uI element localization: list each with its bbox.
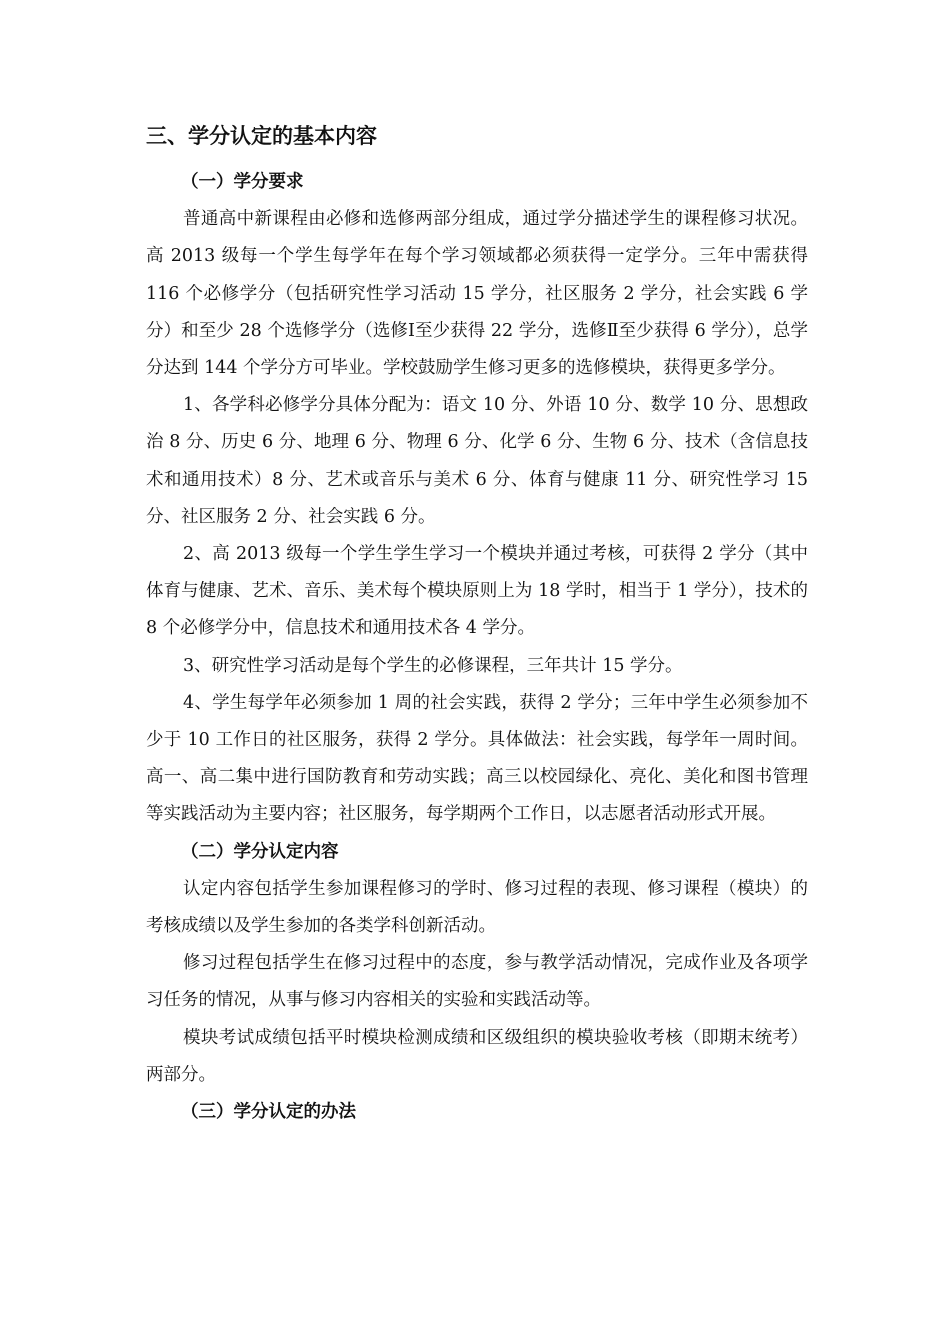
paragraph-required-credit-distribution: 1、各学科必修学分具体分配为：语文 10 分、外语 10 分、数学 10 分、思想政治 8 分、历史 6 分、地理 6 分、物理 6 分、化学 6 分、生物 6 分、技术（含信息技术和通用技术）8 分、艺术或音乐与美术 6 分、体育与健康 11 分、研究性学习 15 分、社区服务 2 分、社会实践 6 分。	[146, 395, 808, 527]
paragraph-module-exam: 模块考试成绩包括平时模块检测成绩和区级组织的模块验收考核（即期末统考）两部分。	[146, 1027, 808, 1085]
paragraph-assessment-content: 认定内容包括学生参加课程修习的学时、修习过程的表现、修习课程（模块）的考核成绩以及学生参加的各类学科创新活动。	[146, 878, 808, 937]
paragraph-research-learning: 3、研究性学习活动是每个学生的必修课程，三年共计 15 学分。	[183, 655, 683, 676]
document-body	[146, 118, 808, 1131]
subsection-title-assessment-method: （三）学分认定的办法	[181, 1102, 356, 1123]
paragraph-social-practice: 4、学生每学年必须参加 1 周的社会实践，获得 2 学分；三年中学生必须参加不少于 10 工作日的社区服务，获得 2 学分。具体做法：社会实践，每学年一周时间。高一、高二集中进行国防教育和劳动实践；高三以校园绿化、亮化、美化和图书管理等实践活动为主要内容；社区服务，每学期两个工作日，以志愿者活动形式开展。	[146, 692, 808, 825]
paragraph-module-credits: 2、高 2013 级每一个学生学生学习一个模块并通过考核，可获得 2 学分（其中体育与健康、艺术、音乐、美术每个模块原则上为 18 学时，相当于 1 学分），技术的 8 个必修学分中，信息技术和通用技术各 4 学分。	[146, 544, 808, 639]
paragraph-credit-overview: 普通高中新课程由必修和选修两部分组成，通过学分描述学生的课程修习状况。高 2013 级每一个学生每学年在每个学习领域都必须获得一定学分。三年中需获得 116 个必修学分（包括研究性学习活动 15 学分，社区服务 2 学分，社会实践 6 学分）和至少 28 个选修学分（选修Ⅰ至少获得 22 学分，选修Ⅱ至少获得 6 学分），总学分达到 144 个学分方可毕业。学校鼓励学生修习更多的选修模块，获得更多学分。	[146, 209, 808, 379]
subsection-title-credit-requirements: （一）学分要求	[181, 172, 304, 192]
section-title: 三、学分认定的基本内容	[146, 124, 377, 148]
subsection-title-assessment-content: （二）学分认定内容	[181, 841, 339, 862]
paragraph-learning-process: 修习过程包括学生在修习过程中的态度，参与教学活动情况，完成作业及各项学习任务的情况，从事与修习内容相关的实验和实践活动等。	[146, 953, 808, 1011]
